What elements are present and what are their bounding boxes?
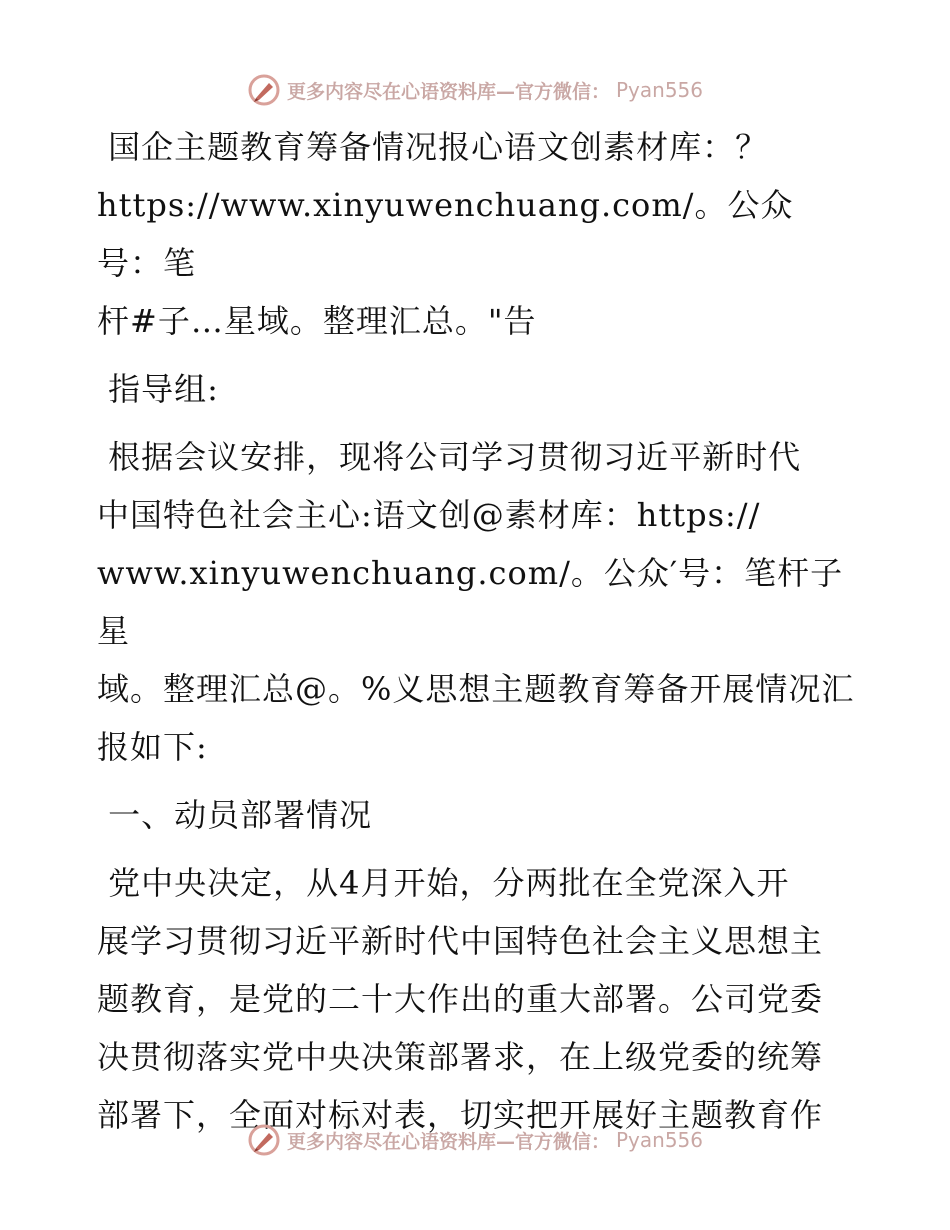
pen-nib-logo-icon	[247, 73, 281, 107]
watermark-handle: Pyan556	[616, 1128, 704, 1152]
watermark-banner-bottom	[0, 1120, 950, 1160]
document-paragraph: 党中央决定，从4月开始，分两批在全党深入开 展学习贯彻习近平新时代中国特色社会主义思想主 题教育，是党的二十大作出的重大部署。公司党委 决贯彻落实党中央决策部署求，在上级党委的统筹 部署下，全面对标对表，切实把开展好主题教育作	[97, 864, 824, 1134]
section-heading: 一、动员部署情况	[97, 796, 373, 834]
document-paragraph: 根据会议安排，现将公司学习贯彻习近平新时代 中国特色社会主心:语文创@素材库：https:// www.xinyuwenchuang.com/。公众′号：笔杆子星 域。整理汇总@。%义思想主题教育筹备开展情况汇 报如下:	[97, 438, 855, 766]
document-salutation: 指导组:	[97, 370, 219, 408]
document-body	[97, 118, 857, 1154]
document-title-paragraph: 国企主题教育筹备情况报心语文创素材库：？ https://www.xinyuwenchuang.com/。公众号：笔 杆#子…星域。整理汇总。"告	[97, 128, 794, 340]
watermark-text: 更多内容尽在心语资料库—官方微信：	[286, 80, 610, 103]
watermark-text: 更多内容尽在心语资料库—官方微信：	[286, 1130, 610, 1153]
watermark-banner-top	[0, 70, 950, 110]
pen-nib-logo-icon	[247, 1123, 281, 1157]
watermark-handle: Pyan556	[616, 78, 704, 102]
